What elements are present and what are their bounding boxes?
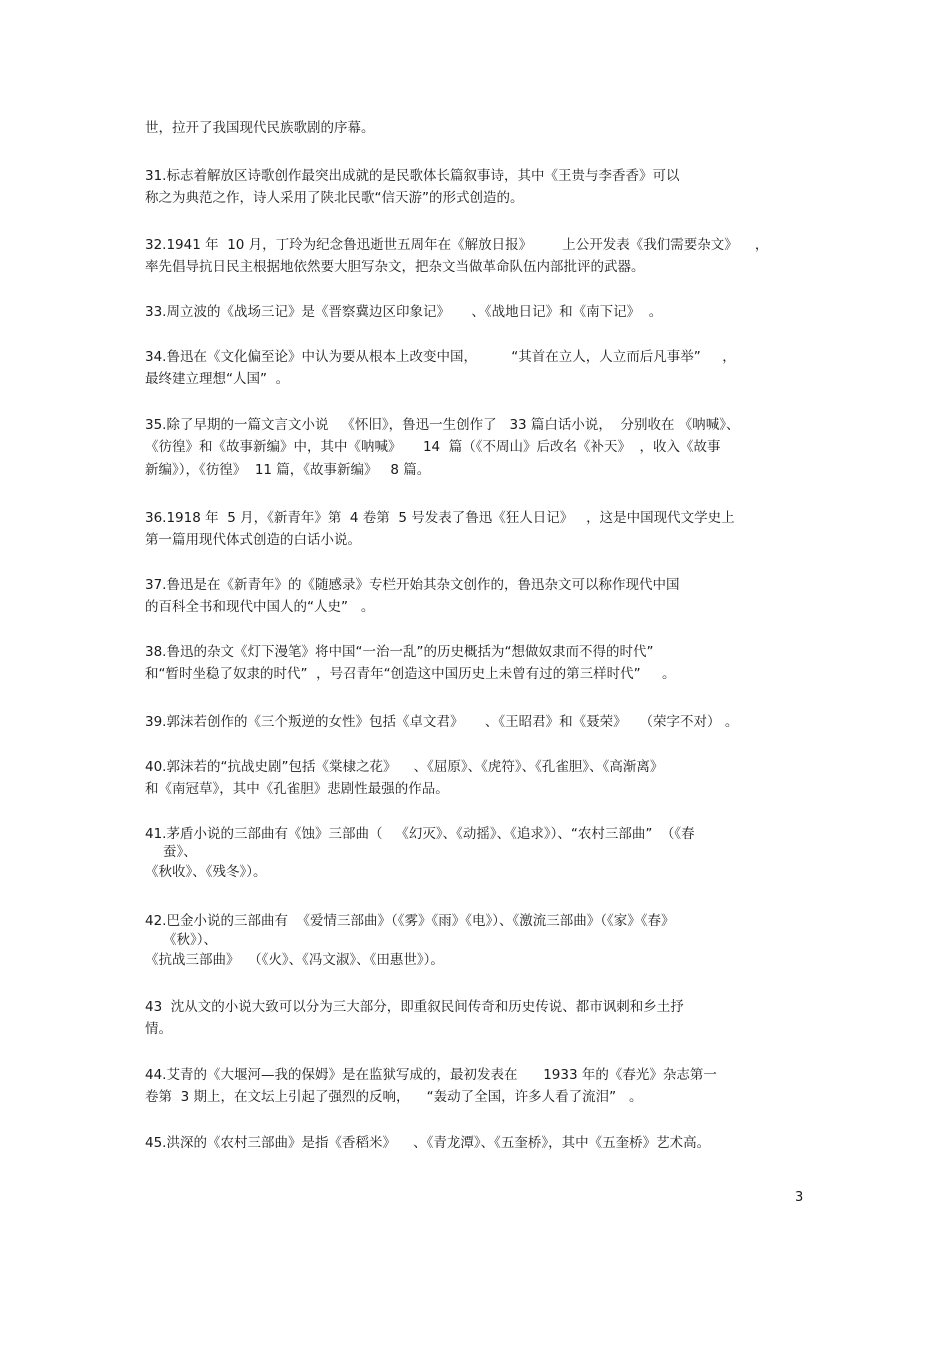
text-line: 31.标志着解放区诗歌创作最突出成就的是民歌体长篇叙事诗，其中《王贵与李香香》可以 xyxy=(145,168,680,184)
text-line: 新编》），《彷徨》 11 篇，《故事新编》 8 篇。 xyxy=(145,462,431,478)
text-line: 《秋》）、 xyxy=(163,932,217,948)
text-line: 33.周立波的《战场三记》是《晋察冀边区印象记》 、《战地日记》和《南下记》 。 xyxy=(145,304,663,320)
text-line: 蚕》、 xyxy=(163,844,197,860)
text-line: 《秋收》、《残冬》）。 xyxy=(145,864,267,880)
text-line: 的百科全书和现代中国人的“人史” 。 xyxy=(145,599,375,615)
text-line: 34.鲁迅在《文化偏至论》中认为要从根本上改变中国， “其首在立人，人立而后凡事举” ， xyxy=(145,349,736,365)
text-line: 43 沈从文的小说大致可以分为三大部分，即重叙民间传奇和历史传说、都市讽刺和乡土抒 xyxy=(145,999,684,1015)
page-number: 3 xyxy=(795,1190,804,1205)
text-line: 37.鲁迅是在《新青年》的《随感录》专栏开始其杂文创作的，鲁迅杂文可以称作现代中国 xyxy=(145,577,680,593)
text-line: 和《南冠草》，其中《孔雀胆》悲剧性最强的作品。 xyxy=(145,781,449,797)
text-line: 称之为典范之作，诗人采用了陕北民歌“信天游”的形式创造的。 xyxy=(145,190,524,206)
text-line: 和“暂时坐稳了奴隶的时代” ，号召青年“创造这中国历史上未曾有过的第三样时代” 。 xyxy=(145,666,676,682)
text-line: 44.艾青的《大堰河—我的保姆》是在监狱写成的，最初发表在 1933 年的《春光》杂志第一 xyxy=(145,1067,717,1083)
text-line: 40.郭沫若的“抗战史剧”包括《棠棣之花》 、《屈原》、《虎符》、《孔雀胆》、《高渐离》 xyxy=(145,759,664,775)
text-line: 最终建立理想“人国” 。 xyxy=(145,371,290,387)
text-line: 36.1918 年 5 月，《新青年》第 4 卷第 5 号发表了鲁迅《狂人日记》 ，这是中国现代文学史上 xyxy=(145,510,735,526)
text-line: 世，拉开了我国现代民族歌剧的序幕。 xyxy=(145,120,375,136)
text-line: 38.鲁迅的杂文《灯下漫笔》将中国“一治一乱”的历史概括为“想做奴隶而不得的时代” xyxy=(145,644,654,660)
text-line: 第一篇用现代体式创造的白话小说。 xyxy=(145,532,361,548)
text-line: 率先倡导抗日民主根据地依然要大胆写杂文，把杂文当做革命队伍内部批评的武器。 xyxy=(145,259,645,275)
text-line: 35.除了早期的一篇文言文小说 《怀旧》，鲁迅一生创作了 33 篇白话小说， 分别收在 《呐喊》、 xyxy=(145,417,740,433)
text-line: 卷第 3 期上，在文坛上引起了强烈的反响， “轰动了全国，许多人看了流泪” 。 xyxy=(145,1089,643,1105)
text-line: 45.洪深的《农村三部曲》是指《香稻米》 、《青龙潭》、《五奎桥》，其中《五奎桥》艺术高。 xyxy=(145,1135,711,1151)
text-line: 42.巴金小说的三部曲有 《爱情三部曲》（《雾》《雨》《电》）、《激流三部曲》（《家》《春》 xyxy=(145,913,675,929)
text-line: 41.茅盾小说的三部曲有《蚀》三部曲（ 《幻灭》、《动摇》、《追求》）、“农村三部曲” （《春 xyxy=(145,826,695,842)
text-line: 情。 xyxy=(145,1021,172,1037)
text-line: 《抗战三部曲》 （《火》、《冯文淑》、《田惠世》）。 xyxy=(145,952,444,968)
text-line: 39.郭沫若创作的《三个叛逆的女性》包括《卓文君》 、《王昭君》和《聂荣》 （荣字不对） 。 xyxy=(145,714,739,730)
text-line: 《彷徨》和《故事新编》中，其中《呐喊》 14 篇（《不周山》后改名《补天》 ，收入《故事 xyxy=(145,439,721,455)
text-line: 32.1941 年 10 月，丁玲为纪念鲁迅逝世五周年在《解放日报》 上公开发表《我们需要杂文》 ， xyxy=(145,237,769,253)
